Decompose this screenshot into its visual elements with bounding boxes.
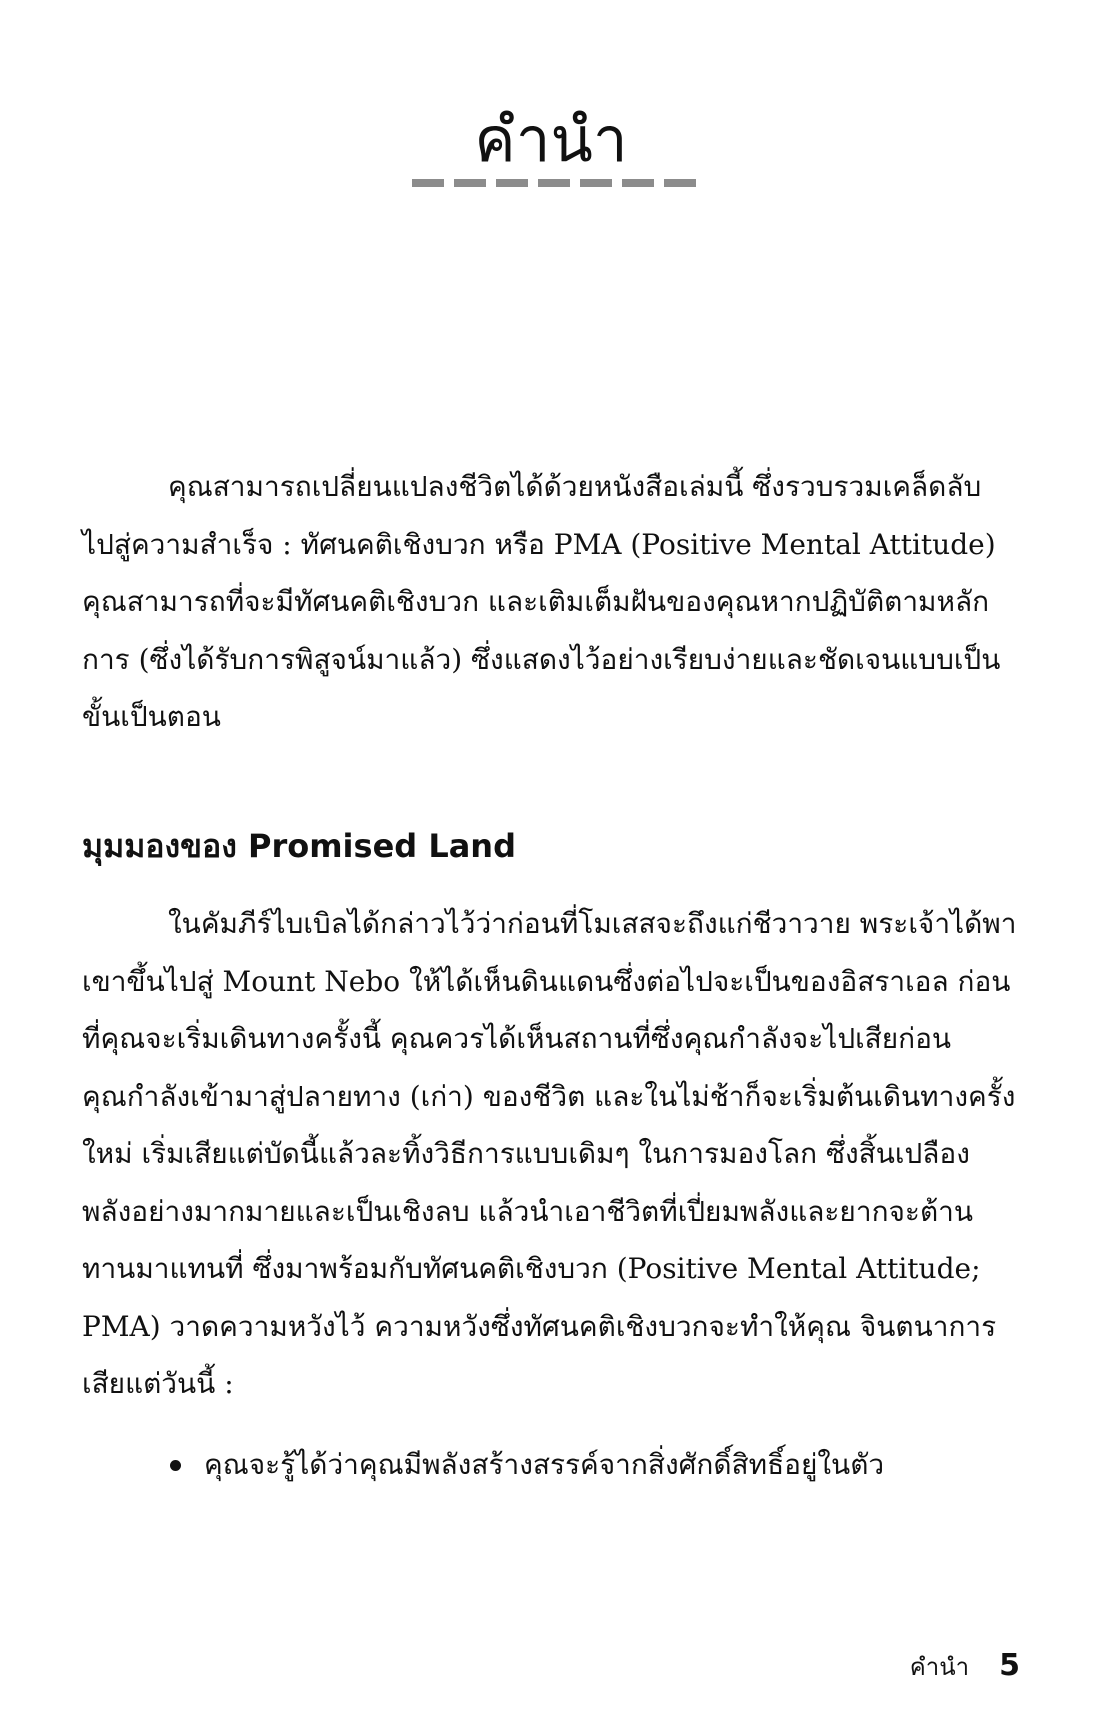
page-number: 5	[999, 1648, 1020, 1683]
page-footer	[910, 1647, 1020, 1686]
dash	[412, 179, 444, 187]
text-line: เขาขึ้นไปสู่ Mount Nebo ให้ได้เห็นดินแดนซึ่งต่อไปจะเป็นของอิสราเอล ก่อน	[82, 964, 1011, 998]
dash	[622, 179, 654, 187]
text-line: ที่คุณจะเริ่มเดินทางครั้งนี้ คุณควรได้เห็นสถานที่ซึ่งคุณกำลังจะไปเสียก่อน	[82, 1022, 952, 1055]
text-line: ไปสู่ความสำเร็จ : ทัศนคติเชิงบวก หรือ PMA (Positive Mental Attitude)	[82, 527, 996, 561]
text-line: เสียแต่วันนี้ :	[82, 1367, 234, 1400]
dash	[664, 179, 696, 187]
dash	[538, 179, 570, 187]
text-line: ใหม่ เริ่มเสียแต่บัดนี้แล้วละทิ้งวิธีการแบบเดิมๆ ในการมองโลก ซึ่งสิ้นเปลือง	[82, 1137, 970, 1170]
section-heading: มุมมองของ Promised Land	[82, 827, 516, 865]
text-line: ทานมาแทนที่ ซึ่งมาพร้อมกับทัศนคติเชิงบวก (Positive Mental Attitude;	[82, 1252, 981, 1285]
text-line: คุณสามารถที่จะมีทัศนคติเชิงบวก และเติมเต็มฝันของคุณหากปฏิบัติตามหลัก	[82, 585, 990, 618]
bullet-dot-icon	[170, 1460, 181, 1471]
text-line: คุณสามารถเปลี่ยนแปลงชีวิตได้ด้วยหนังสือเล่มนี้ ซึ่งรวบรวมเคล็ดลับ	[168, 470, 982, 503]
dash	[454, 179, 486, 187]
text-line: คุณกำลังเข้ามาสู่ปลายทาง (เก่า) ของชีวิต และในไม่ช้าก็จะเริ่มต้นเดินทางครั้ง	[82, 1079, 1016, 1113]
title-underline-dashes	[412, 179, 696, 187]
bullet-item: คุณจะรู้ได้ว่าคุณมีพลังสร้างสรรค์จากสิ่งศักดิ์สิทธิ์อยู่ในตัว	[168, 1436, 884, 1494]
text-line: ในคัมภีร์ไบเบิลได้กล่าวไว้ว่าก่อนที่โมเสสจะถึงแก่ชีวาวาย พระเจ้าได้พา	[168, 907, 1017, 940]
text-line: พลังอย่างมากมายและเป็นเชิงลบ แล้วนำเอาชีวิตที่เปี่ยมพลังและยากจะต้าน	[82, 1194, 974, 1228]
page-title: คำนำ	[474, 103, 628, 176]
bullet-list	[168, 1436, 884, 1494]
footer-chapter-label: คำนำ	[909, 1653, 970, 1681]
section-paragraph	[82, 895, 1020, 1413]
text-line: PMA) วาดความหวังไว้ ความหวังซึ่งทัศนคติเชิงบวกจะทำให้คุณ จินตนาการ	[82, 1309, 997, 1343]
intro-paragraph	[82, 458, 1020, 746]
dash	[496, 179, 528, 187]
dash	[580, 179, 612, 187]
text-line: การ (ซึ่งได้รับการพิสูจน์มาแล้ว) ซึ่งแสดงไว้อย่างเรียบง่ายและชัดเจนแบบเป็น	[82, 642, 1001, 676]
text-line: ขั้นเป็นตอน	[82, 700, 221, 733]
